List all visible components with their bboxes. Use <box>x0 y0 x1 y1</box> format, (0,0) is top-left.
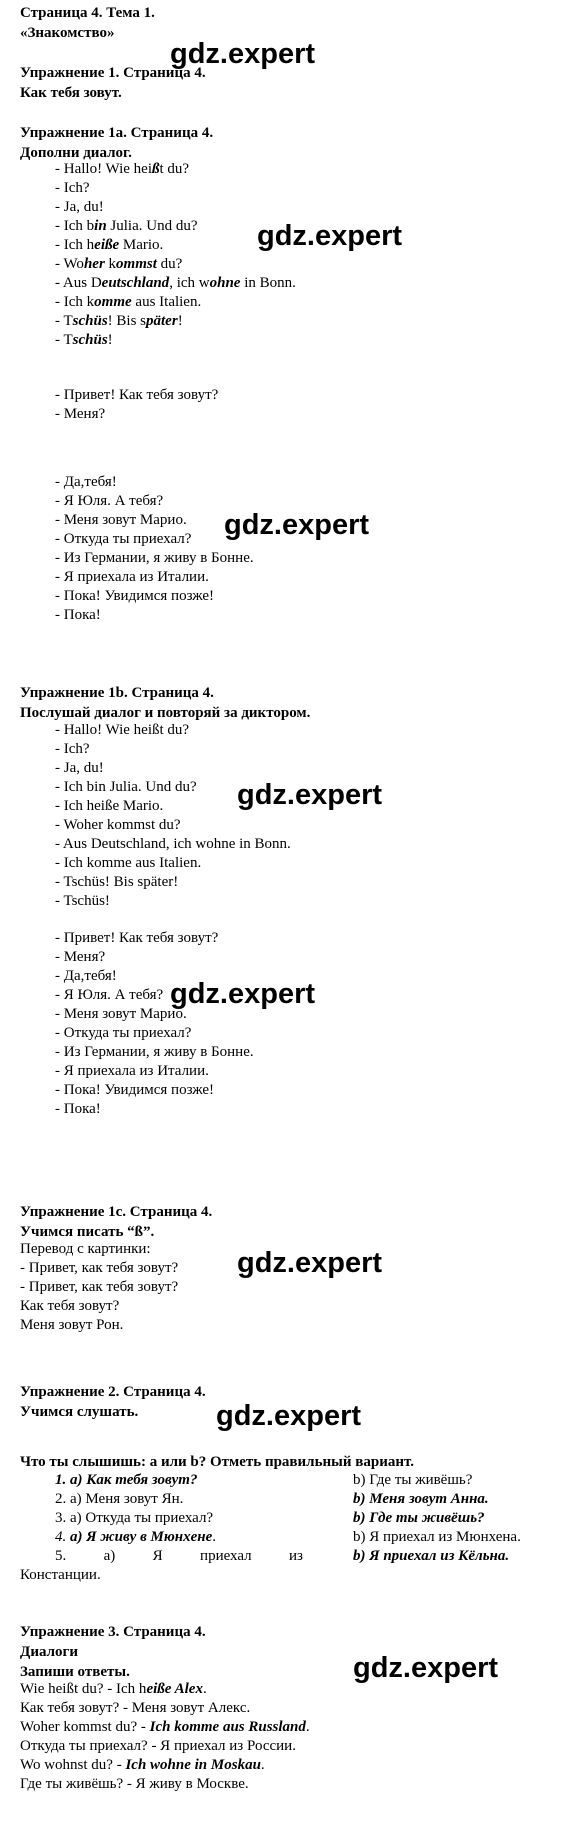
text-run: ! Bis s <box>107 313 147 329</box>
dialog-line: - Ich? <box>55 741 90 757</box>
text-run: in Bonn. <box>240 275 296 291</box>
answer-line <box>20 1775 249 1794</box>
text-run: päter <box>146 313 178 329</box>
watermark: gdz.expert <box>224 509 370 541</box>
dialog-line: - Меня зовут Марио. <box>55 512 187 528</box>
text-run: eutschland <box>101 275 170 291</box>
text-line: Как тебя зовут? <box>20 1298 120 1314</box>
dialog-line: - Я Юля. А тебя? <box>55 987 164 1003</box>
option-a: 3. a) Откуда ты приехал? <box>55 1510 214 1526</box>
page-title-line-1: Страница 4. Тема 1. <box>20 5 155 21</box>
dialog-line: - Я приехала из Италии. <box>55 569 209 585</box>
text-run: t du? <box>159 161 190 177</box>
text-run: 4. <box>55 1529 70 1545</box>
text-run: - T <box>55 332 73 348</box>
ex1c-task: Учимся писать “ß”. <box>20 1224 155 1240</box>
dialog-line: - Пока! Увидимся позже! <box>55 1082 215 1098</box>
dialog-line: - Я Юля. А тебя? <box>55 493 164 509</box>
text-run: Julia. Und du? <box>106 218 198 234</box>
word: из <box>289 1548 303 1564</box>
ex2-heading: Упражнение 2. Страница 4. <box>20 1384 206 1400</box>
watermark: gdz.expert <box>353 1652 499 1684</box>
dialog-line: - Откуда ты приехал? <box>55 531 192 547</box>
ex1a-task: Дополни диалог. <box>20 145 132 161</box>
option-b: b) Где ты живёшь? <box>353 1510 485 1526</box>
dialog-line: - Пока! <box>55 607 101 623</box>
text-run: . <box>212 1529 217 1545</box>
answer-line <box>20 1756 265 1775</box>
text-run: Где ты живёшь? - Я живу в Москве. <box>20 1776 249 1792</box>
watermark: gdz.expert <box>237 779 383 811</box>
answer-line <box>20 1718 310 1737</box>
ex1-task: Как тебя зовут. <box>20 85 122 101</box>
option-b: b) Меня зовут Анна. <box>353 1491 489 1507</box>
watermark: gdz.expert <box>170 978 316 1010</box>
dialog-line <box>55 179 90 198</box>
ex2-question: Что ты слышишь: a или b? Отметь правильный вариант. <box>20 1454 414 1470</box>
dialog-line: - Пока! <box>55 1101 101 1117</box>
text-run: du? <box>156 256 183 272</box>
word: приехал <box>200 1548 252 1564</box>
text-run: . <box>305 1719 310 1735</box>
text-run: eiße <box>94 237 120 253</box>
option-a <box>55 1547 303 1566</box>
option-b: b) Где ты живёшь? <box>353 1472 473 1488</box>
watermark: gdz.expert <box>216 1400 362 1432</box>
dialog-line: - Да,тебя! <box>55 968 117 984</box>
dialog-line: - Tschüs! <box>55 893 110 909</box>
watermark: gdz.expert <box>170 38 316 70</box>
dialog-line: - Меня зовут Марио. <box>55 1006 187 1022</box>
ex1-heading: Упражнение 1. Страница 4. <box>20 65 206 81</box>
dialog-line: - Привет! Как тебя зовут? <box>55 930 219 946</box>
ex2-task: Учимся слушать. <box>20 1404 139 1420</box>
dialog-line <box>55 198 104 217</box>
option-a: 2. a) Меня зовут Ян. <box>55 1491 184 1507</box>
text-run: Wie heißt du? - Ich h <box>20 1681 147 1697</box>
text-run: omme <box>94 294 132 310</box>
text-run: her <box>83 256 105 272</box>
text-run: Как тебя зовут? - Меня зовут Алекс. <box>20 1700 251 1716</box>
watermark: gdz.expert <box>237 1247 383 1279</box>
dialog-line: - Ich komme aus Italien. <box>55 855 202 871</box>
option-b: b) Я приехал из Кёльна. <box>353 1548 510 1564</box>
text-run: . <box>202 1681 207 1697</box>
ex1c-heading: Упражнение 1c. Страница 4. <box>20 1204 213 1220</box>
dialog-line: - Tschüs! Bis später! <box>55 874 179 890</box>
text-run: , ich w <box>169 275 210 291</box>
dialog-line: - Да,тебя! <box>55 474 117 490</box>
text-line: Перевод с картинки: <box>20 1241 151 1257</box>
dialog-line: - Ich bin Julia. Und du? <box>55 779 197 795</box>
text-run: ommst <box>116 256 157 272</box>
text-run: aus Italien. <box>131 294 202 310</box>
text-run: ohne <box>209 275 241 291</box>
ex3-task: Запиши ответы. <box>20 1664 130 1680</box>
text-line: - Привет, как тебя зовут? <box>20 1279 179 1295</box>
watermark: gdz.expert <box>257 220 403 252</box>
page-title-line-2: «Знакомство» <box>20 25 115 41</box>
text-run: Ich wohne in Moskau <box>125 1757 261 1773</box>
option-a <box>55 1528 216 1547</box>
dialog-line: - Hallo! Wie heißt du? <box>55 722 190 738</box>
text-run: - Ja, du! <box>55 199 104 215</box>
dialog-line: - Из Германии, я живу в Бонне. <box>55 550 254 566</box>
text-run: Wo wohnst du? - <box>20 1757 126 1773</box>
ex3-subheading: Диалоги <box>20 1644 78 1660</box>
answer-line <box>20 1699 250 1718</box>
text-line: - Привет, как тебя зовут? <box>20 1260 179 1276</box>
text-run: a) Я живу в Мюнхене <box>70 1529 213 1545</box>
text-run: - T <box>55 313 73 329</box>
text-run: - Wo <box>55 256 84 272</box>
text-run: - Ich h <box>55 237 95 253</box>
text-run: Ich komme aus Russland <box>149 1719 306 1735</box>
dialog-line: - Я приехала из Италии. <box>55 1063 209 1079</box>
dialog-line <box>55 331 113 350</box>
text-run: Откуда ты приехал? - Я приехал из России. <box>20 1738 296 1754</box>
dialog-line <box>55 312 183 331</box>
dialog-line <box>55 293 201 312</box>
dialog-line: - Привет! Как тебя зовут? <box>55 387 219 403</box>
text-run: - Ich k <box>55 294 95 310</box>
answer-line <box>20 1737 296 1756</box>
dialog-line <box>55 255 182 274</box>
option-a-continuation: Констанции. <box>20 1567 101 1583</box>
text-run: ß <box>152 161 160 177</box>
ex1b-heading: Упражнение 1b. Страница 4. <box>20 685 214 701</box>
dialog-line: - Откуда ты приехал? <box>55 1025 192 1041</box>
text-run: Mario. <box>119 237 164 253</box>
text-run: eiße Alex <box>146 1681 203 1697</box>
text-run: - Aus D <box>55 275 102 291</box>
text-run: - Ich? <box>55 180 90 196</box>
dialog-line: - Ich heiße Mario. <box>55 798 164 814</box>
dialog-line: - Из Германии, я живу в Бонне. <box>55 1044 254 1060</box>
dialog-line: - Меня? <box>55 406 106 422</box>
dialog-line: - Woher kommst du? <box>55 817 181 833</box>
dialog-line: - Пока! Увидимся позже! <box>55 588 215 604</box>
text-run: - Ich b <box>55 218 95 234</box>
text-run: Woher kommst du? - <box>20 1719 150 1735</box>
text-run: ! <box>107 332 113 348</box>
text-run: schüs <box>72 313 108 329</box>
text-run: . <box>260 1757 265 1773</box>
text-run: schüs <box>72 332 108 348</box>
answer-line <box>20 1680 207 1699</box>
word: 5. <box>55 1548 67 1564</box>
text-run: - Hallo! Wie hei <box>55 161 153 177</box>
text-run: in <box>94 218 107 234</box>
dialog-line <box>55 236 163 255</box>
dialog-line: - Aus Deutschland, ich wohne in Bonn. <box>55 836 291 852</box>
ex3-heading: Упражнение 3. Страница 4. <box>20 1624 206 1640</box>
dialog-line <box>55 217 198 236</box>
text-line: Меня зовут Рон. <box>20 1317 124 1333</box>
word: a) <box>103 1548 116 1564</box>
text-run: k <box>104 256 117 272</box>
ex1a-heading: Упражнение 1a. Страница 4. <box>20 125 214 141</box>
word: Я <box>152 1548 163 1564</box>
dialog-line: - Меня? <box>55 949 106 965</box>
option-a: 1. a) Как тебя зовут? <box>55 1472 198 1488</box>
option-b: b) Я приехал из Мюнхена. <box>353 1529 521 1545</box>
text-run: ! <box>177 313 183 329</box>
dialog-line: - Ja, du! <box>55 760 104 776</box>
ex1b-task: Послушай диалог и повторяй за диктором. <box>20 705 311 721</box>
dialog-line <box>55 274 296 293</box>
dialog-line <box>55 160 189 179</box>
